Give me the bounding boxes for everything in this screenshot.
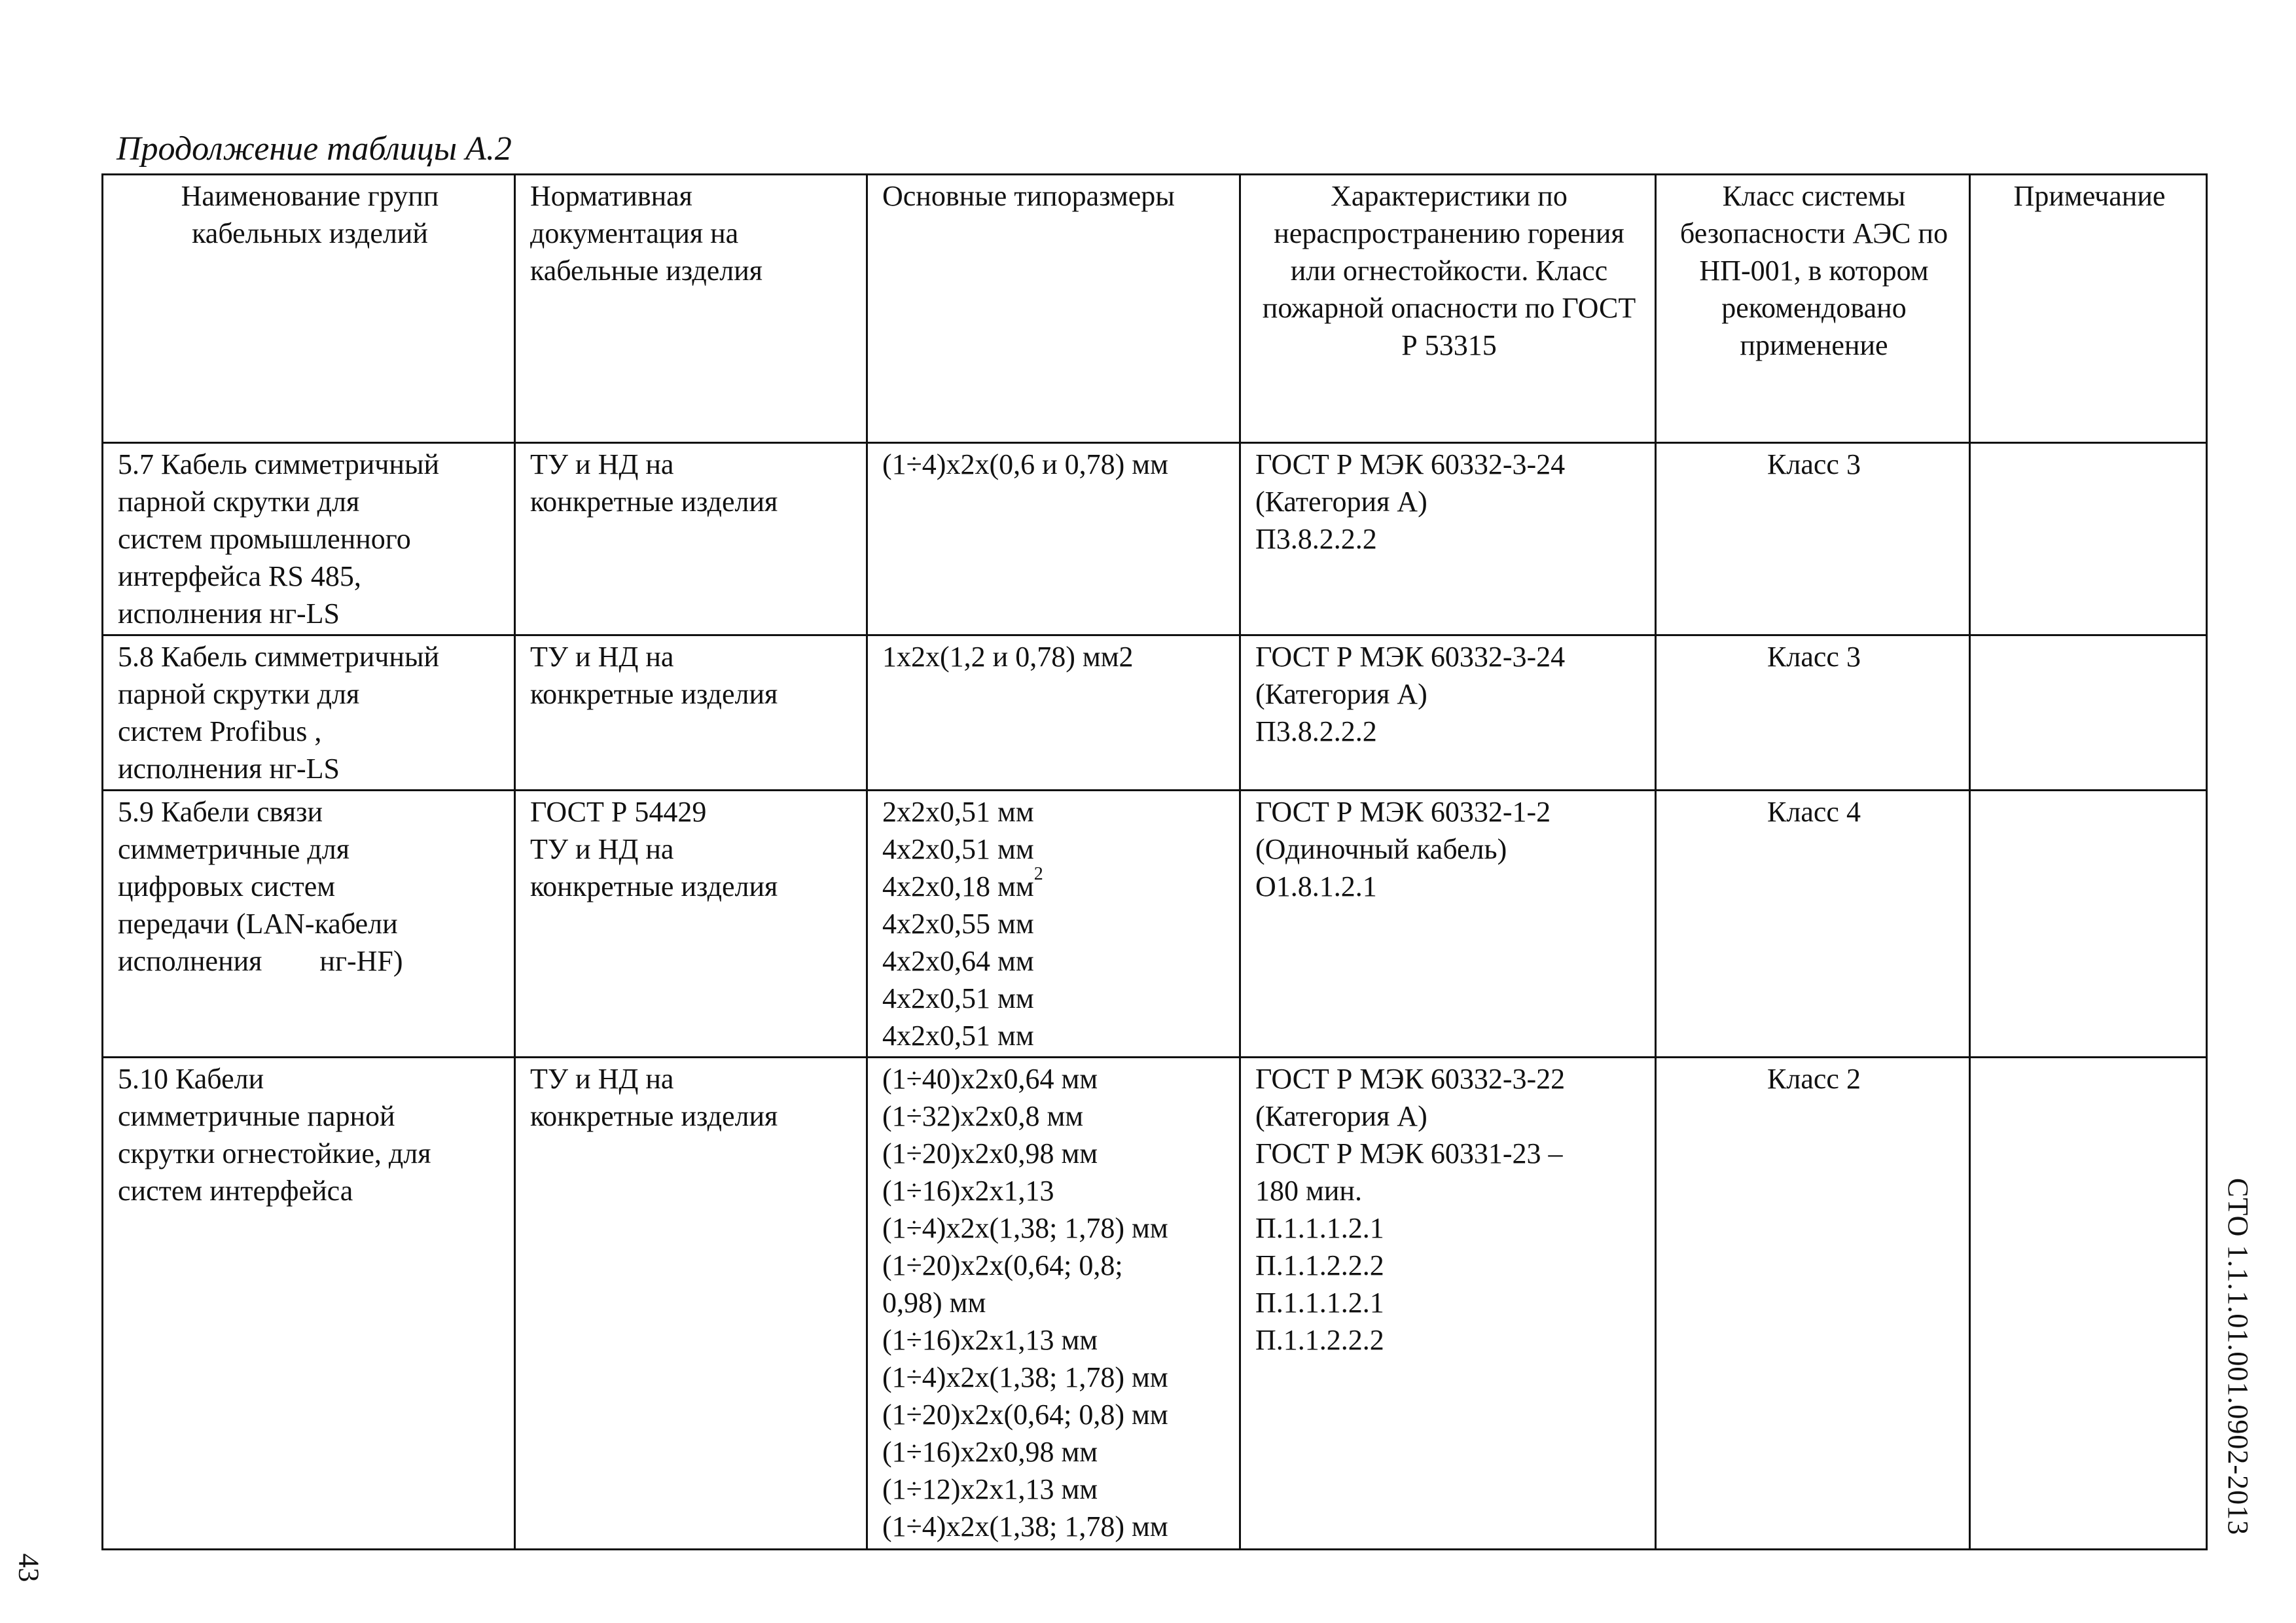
size-line: (1÷4)x2x(0,6 и 0,78) мм — [882, 448, 1168, 480]
sizes-cell — [867, 443, 1240, 635]
table-row — [103, 443, 2207, 635]
group-name-line: интерфейса RS 485, — [118, 560, 361, 592]
document-code: СТО 1.1.1.01.001.0902-2013 — [2222, 1178, 2254, 1536]
group-name-line: симметричные парной — [118, 1100, 395, 1132]
size-line — [882, 864, 1227, 905]
fire-line: П.1.1.2.2.2 — [1255, 1324, 1384, 1356]
table-caption: Продолжение таблицы А.2 — [117, 130, 512, 168]
fire-line: ГОСТ Р МЭК 60332-1-2 — [1255, 796, 1551, 828]
note-cell — [1970, 791, 2207, 1058]
fire-line: (Категория А) — [1255, 1100, 1427, 1132]
note-cell — [1970, 635, 2207, 791]
group-name-cell — [103, 791, 515, 1058]
size-line: (1÷4)x2x(1,38; 1,78) мм — [882, 1510, 1168, 1543]
docs-line: конкретные изделия — [530, 678, 778, 710]
fire-line: О1.8.1.2.1 — [1255, 870, 1377, 902]
group-name-cell — [103, 443, 515, 635]
group-name-line: парной скрутки для — [118, 678, 360, 710]
docs-cell — [515, 1058, 867, 1550]
fire-line: П.1.1.2.2.2 — [1255, 1249, 1384, 1281]
fire-line: (Одиночный кабель) — [1255, 833, 1507, 865]
size-line: 4x2x0,51 мм — [882, 833, 1034, 865]
group-name-line: 5.8 Кабель симметричный — [118, 641, 440, 673]
group-name-line: систем промышленного — [118, 523, 411, 555]
size-line: 0,98) мм — [882, 1287, 986, 1319]
header-group-name: Наименование групп кабельных изделий — [103, 175, 515, 443]
safety-class-cell: Класс 2 — [1656, 1058, 1970, 1550]
group-name-line: 5.7 Кабель симметричный — [118, 448, 440, 480]
size-line: (1÷20)x2x0,98 мм — [882, 1137, 1098, 1169]
size-line: (1÷40)x2x0,64 мм — [882, 1063, 1098, 1095]
docs-line: ГОСТ Р 54429 — [530, 796, 707, 828]
docs-cell — [515, 635, 867, 791]
size-line: (1÷32)x2x0,8 мм — [882, 1100, 1084, 1132]
note-cell — [1970, 1058, 2207, 1550]
fire-line: П3.8.2.2.2 — [1255, 715, 1377, 747]
header-safety-class: Класс системы безопасности АЭС по НП-001, в котором рекомендовано применение — [1656, 175, 1970, 443]
docs-line: конкретные изделия — [530, 1100, 778, 1132]
fire-line: П.1.1.1.2.1 — [1255, 1212, 1384, 1244]
size-line: (1÷16)x2x1,13 мм — [882, 1324, 1098, 1356]
size-line: 1x2x(1,2 и 0,78) мм2 — [882, 641, 1134, 673]
docs-line: ТУ и НД на — [530, 641, 674, 673]
group-name-line: исполнения нг-LS — [118, 597, 340, 630]
group-name-line: систем интерфейса — [118, 1175, 353, 1207]
size-line: (1÷20)x2x(0,64; 0,8) мм — [882, 1399, 1168, 1431]
docs-line: конкретные изделия — [530, 870, 778, 902]
fire-cell — [1240, 1058, 1656, 1550]
sizes-cell — [867, 1058, 1240, 1550]
header-note: Примечание — [1970, 175, 2207, 443]
safety-class-cell: Класс 3 — [1656, 443, 1970, 635]
size-line: (1÷4)x2x(1,38; 1,78) мм — [882, 1212, 1168, 1244]
group-name-line: скрутки огнестойкие, для — [118, 1137, 431, 1169]
fire-line: ГОСТ Р МЭК 60332-3-24 — [1255, 641, 1566, 673]
size-line: 4x2x0,64 мм — [882, 945, 1034, 977]
group-name-cell — [103, 1058, 515, 1550]
fire-line: ГОСТ Р МЭК 60332-3-24 — [1255, 448, 1566, 480]
docs-line: ТУ и НД на — [530, 833, 674, 865]
size-line: (1÷4)x2x(1,38; 1,78) мм — [882, 1361, 1168, 1393]
sizes-cell — [867, 635, 1240, 791]
group-name-line: исполнения нг-LS — [118, 753, 340, 785]
header-row — [103, 175, 2207, 443]
docs-line: конкретные изделия — [530, 486, 778, 518]
group-name-line: 5.9 Кабели связи — [118, 796, 323, 828]
size-line: (1÷12)x2x1,13 мм — [882, 1473, 1098, 1505]
group-name-cell — [103, 635, 515, 791]
header-main-sizes: Основные типоразмеры — [867, 175, 1240, 443]
fire-line: (Категория А) — [1255, 678, 1427, 710]
fire-line: ГОСТ Р МЭК 60332-3-22 — [1255, 1063, 1566, 1095]
size-line: (1÷16)x2x1,13 — [882, 1175, 1054, 1207]
group-name-line: систем Profibus , — [118, 715, 322, 747]
size-line: 4x2x0,51 мм — [882, 1020, 1034, 1052]
docs-cell — [515, 443, 867, 635]
docs-line: ТУ и НД на — [530, 1063, 674, 1095]
size-superscript: 2 — [1033, 864, 1043, 884]
group-name-line: цифровых систем — [118, 870, 336, 902]
note-cell — [1970, 443, 2207, 635]
table-row — [103, 1058, 2207, 1550]
fire-line: П.1.1.1.2.1 — [1255, 1287, 1384, 1319]
sizes-cell — [867, 791, 1240, 1058]
page-number: 43 — [12, 1553, 45, 1582]
fire-line: (Категория А) — [1255, 486, 1427, 518]
size-line: 2x2x0,51 мм — [882, 796, 1034, 828]
fire-cell — [1240, 443, 1656, 635]
size-text: 4x2x0,18 мм — [882, 870, 1034, 902]
fire-cell — [1240, 635, 1656, 791]
safety-class-cell: Класс 3 — [1656, 635, 1970, 791]
group-name-line: симметричные для — [118, 833, 350, 865]
group-name-line: 5.10 Кабели — [118, 1063, 264, 1095]
size-line: 4x2x0,55 мм — [882, 908, 1034, 940]
size-line: 4x2x0,51 мм — [882, 982, 1034, 1014]
group-name-line: исполнения нг-HF) — [118, 945, 403, 977]
fire-line: 180 мин. — [1255, 1175, 1362, 1207]
safety-class-cell: Класс 4 — [1656, 791, 1970, 1058]
size-line: (1÷16)x2x0,98 мм — [882, 1436, 1098, 1468]
fire-line: П3.8.2.2.2 — [1255, 523, 1377, 555]
table-row — [103, 635, 2207, 791]
docs-cell — [515, 791, 867, 1058]
docs-line: ТУ и НД на — [530, 448, 674, 480]
header-fire-characteristics: Характеристики по нераспространению горения или огнестойкости. Класс пожарной опасности по ГОСТ Р 53315 — [1240, 175, 1656, 443]
group-name-line: передачи (LAN-кабели — [118, 908, 398, 940]
fire-cell — [1240, 791, 1656, 1058]
cable-table — [101, 173, 2208, 1550]
table-row — [103, 791, 2207, 1058]
size-line: (1÷20)x2x(0,64; 0,8; — [882, 1249, 1123, 1281]
header-normative-docs: Нормативная документация на кабельные изделия — [515, 175, 867, 443]
group-name-line: парной скрутки для — [118, 486, 360, 518]
fire-line: ГОСТ Р МЭК 60331-23 – — [1255, 1137, 1563, 1169]
